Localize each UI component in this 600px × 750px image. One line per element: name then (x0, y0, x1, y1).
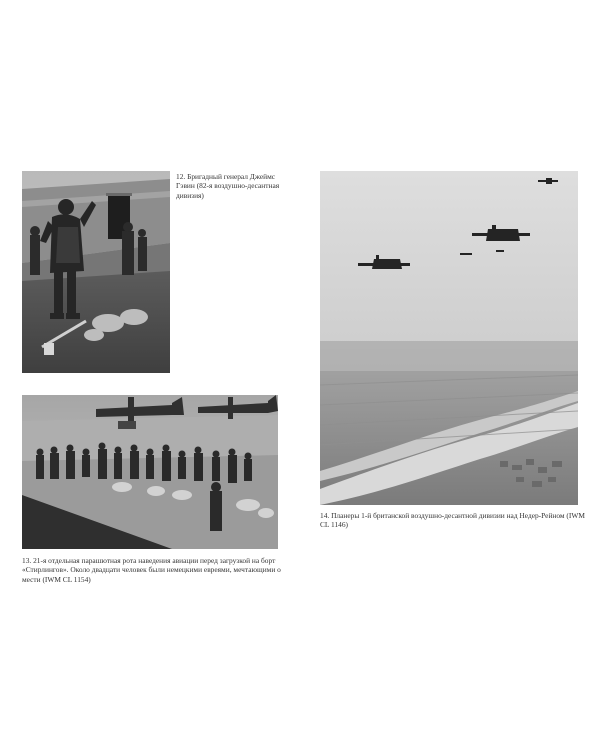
photo-13-airfield-troops (22, 395, 278, 549)
caption-figure-12: 12. Бригадный генерал Джеймс Гэвин (82-я воздушно-десантная дивизия) (176, 172, 280, 200)
paratrooper-photo-image (22, 171, 170, 373)
photo-14-gliders-over-river (320, 171, 578, 505)
caption-figure-13: 13. 21-я отдельная парашютная рота наведения авиации перед загрузкой на борт «Стирлингов». Около двадцати человек были немецкими евреями, мечтающими о мести (IWM CL 1154) (22, 556, 281, 584)
airfield-troops-photo-image (22, 395, 278, 549)
gliders-over-river-photo-image (320, 171, 578, 505)
caption-figure-14: 14. Планеры 1-й британской воздушно-десантной дивизии над Недер-Рейном (IWM CL 1146) (320, 511, 585, 530)
photo-12-paratrooper (22, 171, 170, 373)
